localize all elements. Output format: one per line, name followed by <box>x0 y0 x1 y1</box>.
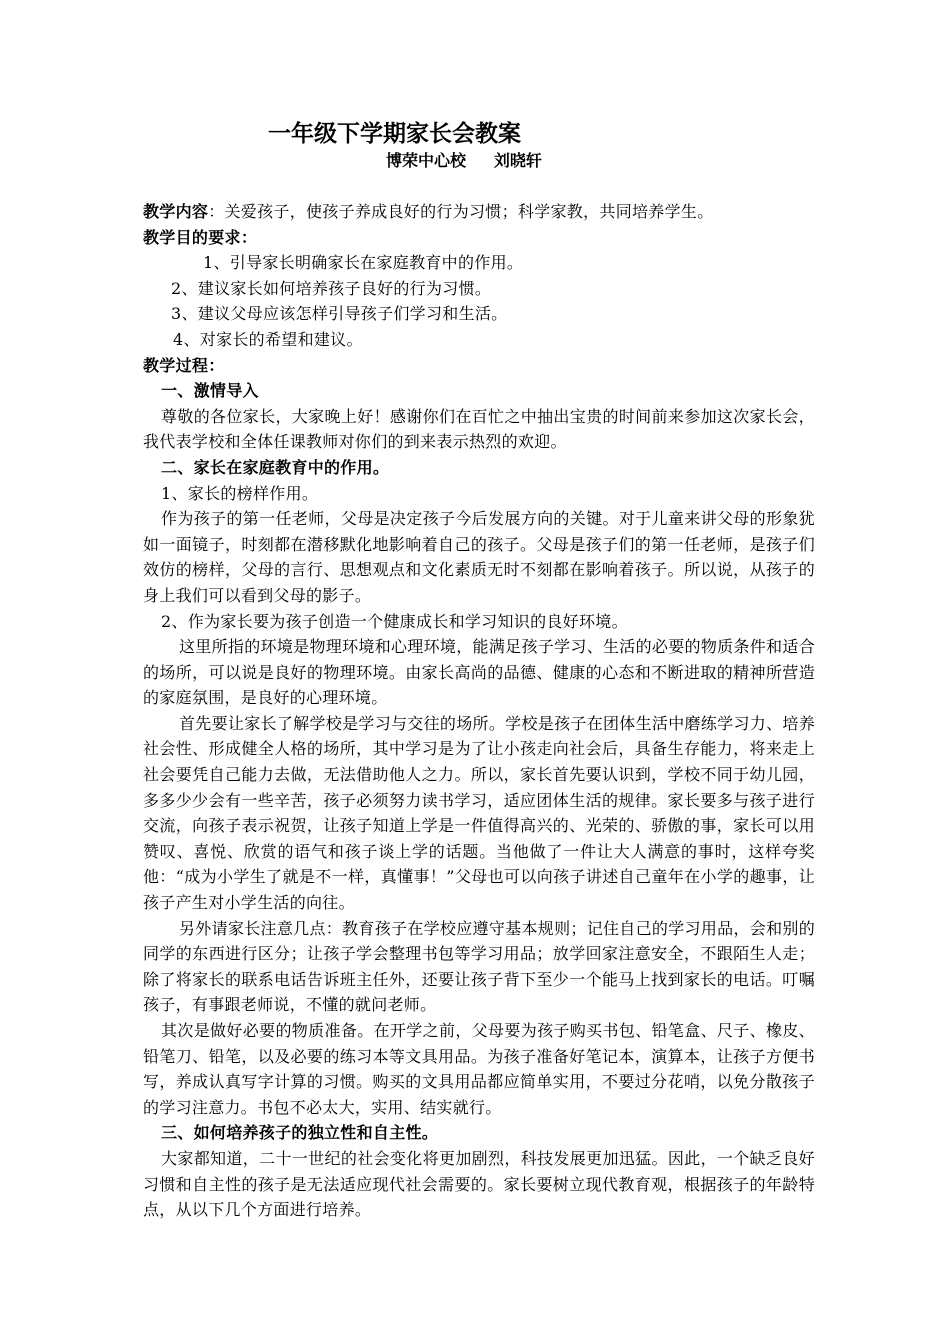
spacer <box>143 172 815 199</box>
document-author: 博荣中心校 刘晓轩 <box>386 151 542 170</box>
section-2-first-paragraph: 首先要让家长了解学校是学习与交往的场所。学校是孩子在团体生活中磨练学习力、培养社会性、形成健全人格的场所，其中学习是为了让小孩走向社会后，具备生存能力，将来走上社会要凭自己能力去做，无法借助他人之力。所以，家长首先要认识到，学校不同于幼儿园，多多少少会有一些辛苦，孩子必须努力读书学习，适应团体生活的规律。家长要多与孩子进行交流，向孩子表示祝贺，让孩子知道上学是一件值得高兴的、光荣的、骄傲的事，家长可以用赞叹、喜悦、欣赏的语气和孩子谈上学的话题。当他做了一件让大人满意的事时，这样夸奖他：“成为小学生了就是不一样，真懂事！”父母也可以向孩子讲述自己童年在小学的趣事，让孩子产生对小学生活的向往。 <box>143 713 815 913</box>
teaching-process-label: 教学过程 <box>143 355 209 375</box>
section-3-text: 大家都知道，二十一世纪的社会变化将更加剧烈，科技发展更加迅猛。因此，一个缺乏良好习惯和自主性的孩子是无法适应现代社会需要的。家长要树立现代教育观，根据孩子的年龄特点，从以下几个方面进行培养。 <box>143 1148 815 1220</box>
document-page <box>143 118 815 1223</box>
goal-item: 1、引导家长明确家长在家庭教育中的作用。 <box>203 253 524 273</box>
teaching-content <box>143 199 815 225</box>
teaching-content-label: 教学内容 <box>143 202 209 221</box>
section-1-text: 尊敬的各位家长，大家晚上好！感谢你们在百忙之中抽出宝贵的时间前来参加这次家长会，我代表学校和全体任课教师对你们的到来表示热烈的欢迎。 <box>143 406 815 452</box>
section-3-heading: 三、如何培养孩子的独立性和自主性。 <box>161 1123 439 1143</box>
section-2-sub1: 1、家长的榜样作用。 <box>161 483 319 503</box>
document-title: 一年级下学期家长会教案 <box>268 121 521 147</box>
section-2-sub2: 2、作为家长要为孩子创造一个健康成长和学习知识的良好环境。 <box>161 611 628 631</box>
section-1-heading: 一、激情导入 <box>161 381 259 401</box>
section-2-other-paragraph: 另外请家长注意几点：教育孩子在学校应遵守基本规则；记住自己的学习用品，会和别的同学的东西进行区分；让孩子学会整理书包等学习用品；放学回家注意安全，不跟陌生人走；除了将家长的联系电话告诉班主任外，还要让孩子背下至少一个能马上找到家长的电话。叮嘱孩子，有事跟老师说，不懂的就问老师。 <box>143 918 815 1015</box>
section-2-heading: 二、家长在家庭教育中的作用。 <box>161 457 390 477</box>
teaching-content-text: ：关爱孩子，使孩子养成良好的行为习惯；科学家教，共同培养学生。 <box>208 202 714 221</box>
teaching-goals-label: 教学目的要求 <box>143 227 241 247</box>
section-2-sub2-text: 这里所指的环境是物理环境和心理环境，能满足孩子学习、生活的必要的物质条件和适合的场所，可以说是良好的物理环境。由家长高尚的品德、健康的心态和不断进取的精神所营造的家庭氛围，是良好的心理环境。 <box>143 637 815 708</box>
goal-item: 4、对家长的希望和建议。 <box>173 329 363 349</box>
teaching-process-heading <box>143 353 815 379</box>
teaching-process-colon: ： <box>208 355 225 375</box>
section-2-next-paragraph: 其次是做好必要的物质准备。在开学之前，父母要为孩子购买书包、铅笔盒、尺子、橡皮、铅笔刀、铅笔，以及必要的练习本等文具用品。为孩子准备好笔记本，演算本，让孩子方便书写，养成认真写字计算的习惯。购买的文具用品都应简单实用，不要过分花哨，以免分散孩子的学习注意力。书包不必太大，实用、结实就行。 <box>143 1021 815 1117</box>
teaching-goals-colon: ： <box>240 227 258 247</box>
goal-item: 2、建议家长如何培养孩子良好的行为习惯。 <box>171 278 492 298</box>
section-2-sub1-text: 作为孩子的第一任老师，父母是决定孩子今后发展方向的关键。对于儿童来讲父母的形象犹如一面镜子，时刻都在潜移默化地影响着自己的孩子。父母是孩子们的第一任老师，是孩子们效仿的榜样，父母的言行、思想观点和文化素质无时不刻都在影响着孩子。所以说，从孩子的身上我们可以看到父母的影子。 <box>143 509 815 605</box>
teaching-goals-heading <box>143 225 815 251</box>
goal-item: 3、建议父母应该怎样引导孩子们学习和生活。 <box>171 304 508 324</box>
